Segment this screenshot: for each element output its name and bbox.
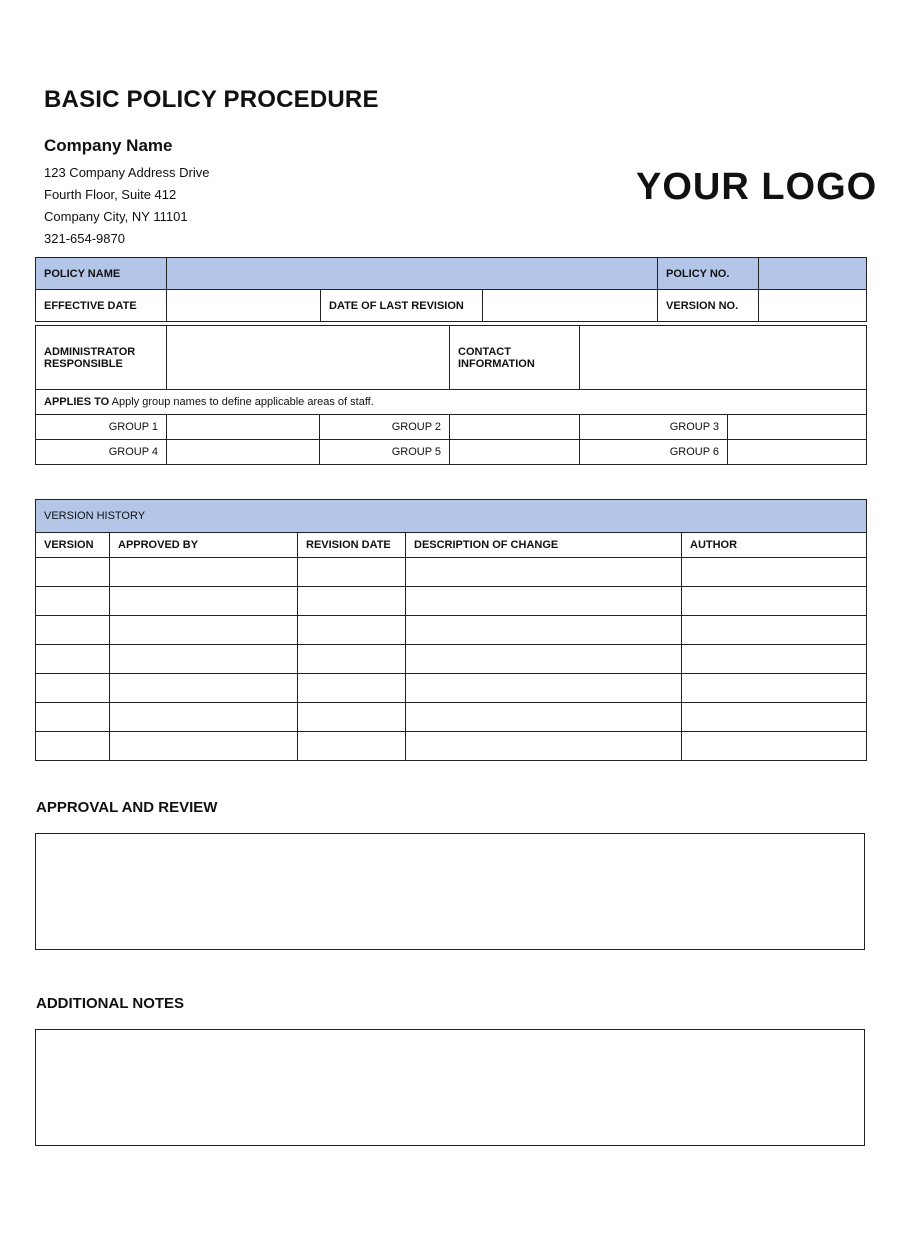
group-1-field[interactable]: [167, 415, 320, 440]
version-no-label: VERSION NO.: [658, 290, 759, 322]
cell[interactable]: [406, 558, 682, 587]
cell[interactable]: [406, 616, 682, 645]
cell[interactable]: [110, 616, 298, 645]
policy-name-label: POLICY NAME: [36, 258, 167, 290]
cell[interactable]: [406, 703, 682, 732]
cell[interactable]: [682, 587, 867, 616]
cell[interactable]: [110, 732, 298, 761]
policy-no-label: POLICY NO.: [658, 258, 759, 290]
effective-date-label: EFFECTIVE DATE: [36, 290, 167, 322]
group-2-field[interactable]: [450, 415, 580, 440]
table-row: [36, 645, 867, 674]
group-5-label: GROUP 5: [320, 440, 450, 465]
cell[interactable]: [36, 558, 110, 587]
group-3-label: GROUP 3: [580, 415, 728, 440]
administrator-field[interactable]: [167, 326, 450, 390]
approval-section-title: APPROVAL AND REVIEW: [36, 799, 218, 816]
cell[interactable]: [36, 674, 110, 703]
table-row: [36, 558, 867, 587]
cell[interactable]: [36, 645, 110, 674]
policy-info-table: [35, 257, 867, 322]
cell[interactable]: [36, 703, 110, 732]
version-history-title: VERSION HISTORY: [36, 500, 867, 533]
address-line-1: 123 Company Address Drive: [44, 165, 210, 180]
cell[interactable]: [298, 587, 406, 616]
cell[interactable]: [110, 703, 298, 732]
cell[interactable]: [682, 703, 867, 732]
col-description: DESCRIPTION OF CHANGE: [406, 533, 682, 558]
group-4-label: GROUP 4: [36, 440, 167, 465]
cell[interactable]: [682, 645, 867, 674]
contact-field[interactable]: [580, 326, 867, 390]
cell[interactable]: [298, 703, 406, 732]
policy-no-field[interactable]: [759, 258, 867, 290]
policy-name-field[interactable]: [167, 258, 658, 290]
notes-box[interactable]: [35, 1029, 865, 1146]
applies-to-text: Apply group names to define applicable areas of staff.: [111, 396, 374, 408]
group-6-label: GROUP 6: [580, 440, 728, 465]
col-author: AUTHOR: [682, 533, 867, 558]
cell[interactable]: [682, 674, 867, 703]
admin-table: [35, 325, 867, 465]
group-2-label: GROUP 2: [320, 415, 450, 440]
table-row: [36, 587, 867, 616]
table-row: [36, 703, 867, 732]
cell[interactable]: [298, 616, 406, 645]
phone-number: 321-654-9870: [44, 231, 125, 246]
company-name: Company Name: [44, 136, 173, 155]
cell[interactable]: [36, 616, 110, 645]
applies-to-label: APPLIES TO: [44, 396, 110, 408]
last-revision-label: DATE OF LAST REVISION: [321, 290, 483, 322]
group-6-field[interactable]: [728, 440, 867, 465]
cell[interactable]: [110, 645, 298, 674]
cell[interactable]: [406, 645, 682, 674]
cell[interactable]: [110, 558, 298, 587]
applies-to-row: [36, 390, 867, 415]
cell[interactable]: [36, 587, 110, 616]
notes-section-title: ADDITIONAL NOTES: [36, 995, 185, 1012]
table-row: [36, 616, 867, 645]
version-history-table: [35, 499, 867, 761]
col-version: VERSION: [36, 533, 110, 558]
version-no-field[interactable]: [759, 290, 867, 322]
cell[interactable]: [298, 645, 406, 674]
cell[interactable]: [682, 732, 867, 761]
table-row: [36, 732, 867, 761]
cell[interactable]: [298, 732, 406, 761]
approval-box[interactable]: [35, 833, 865, 950]
address-line-3: Company City, NY 11101: [44, 209, 188, 224]
group-1-label: GROUP 1: [36, 415, 167, 440]
contact-label: CONTACT INFORMATION: [450, 326, 580, 390]
col-revision-date: REVISION DATE: [298, 533, 406, 558]
cell[interactable]: [110, 587, 298, 616]
cell[interactable]: [298, 558, 406, 587]
cell[interactable]: [406, 732, 682, 761]
page-title: BASIC POLICY PROCEDURE: [44, 86, 379, 113]
effective-date-field[interactable]: [167, 290, 321, 322]
logo-placeholder: YOUR LOGO: [636, 166, 878, 208]
group-4-field[interactable]: [167, 440, 320, 465]
last-revision-field[interactable]: [483, 290, 658, 322]
group-5-field[interactable]: [450, 440, 580, 465]
address-line-2: Fourth Floor, Suite 412: [44, 187, 177, 202]
cell[interactable]: [110, 674, 298, 703]
table-row: [36, 674, 867, 703]
cell[interactable]: [406, 587, 682, 616]
cell[interactable]: [298, 674, 406, 703]
cell[interactable]: [682, 616, 867, 645]
administrator-label: ADMINISTRATOR RESPONSIBLE: [36, 326, 167, 390]
cell[interactable]: [682, 558, 867, 587]
col-approved-by: APPROVED BY: [110, 533, 298, 558]
cell[interactable]: [406, 674, 682, 703]
group-3-field[interactable]: [728, 415, 867, 440]
cell[interactable]: [36, 732, 110, 761]
